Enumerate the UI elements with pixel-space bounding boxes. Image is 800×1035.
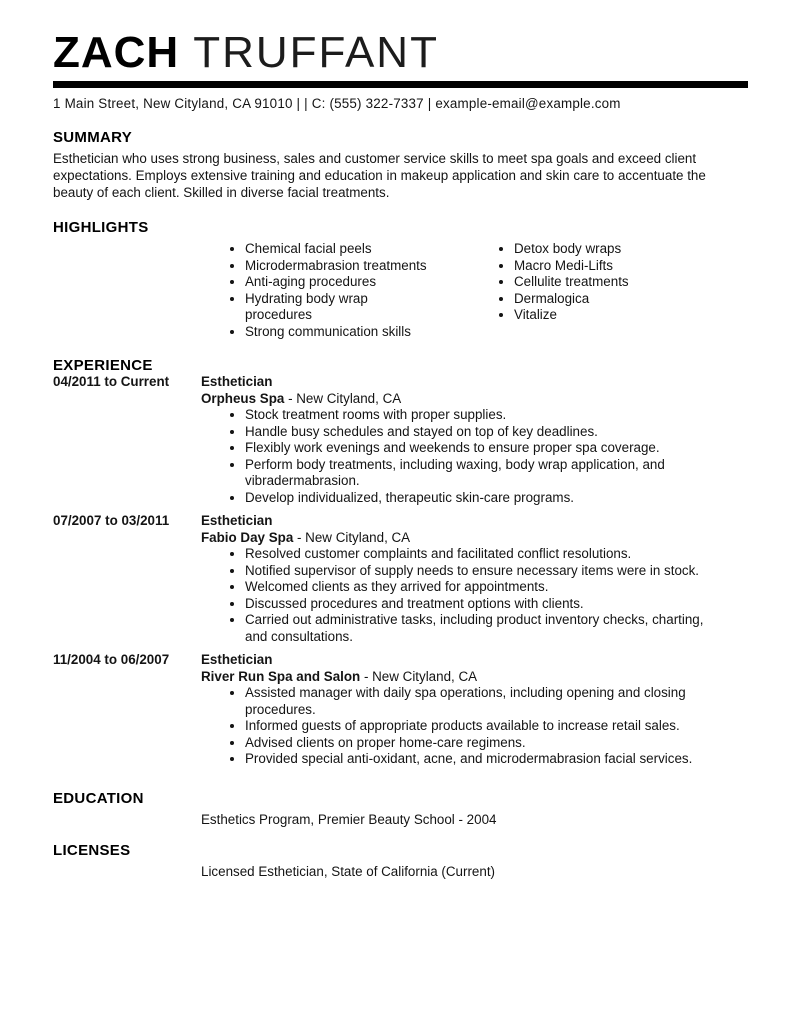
job-body: [201, 374, 748, 506]
highlight-item: • Macro Medi-Lifts: [514, 258, 629, 275]
job-entry: [53, 513, 748, 645]
job-body: [201, 513, 748, 645]
job-company: Fabio Day Spa: [201, 529, 294, 545]
job-bullet: • Resolved customer complaints and facilitated conflict resolutions.: [245, 546, 725, 563]
job-dates: 04/2011 to Current: [53, 374, 170, 389]
licenses-heading: LICENSES: [53, 841, 131, 859]
job-bullet: • Assisted manager with daily spa operations, including opening and closing procedures.: [245, 685, 725, 718]
job-bullet: • Handle busy schedules and stayed on top of key deadlines.: [245, 424, 725, 441]
job-location: - New Cityland, CA: [360, 668, 478, 684]
job-title: Esthetician: [201, 374, 273, 389]
highlight-item: • Chemical facial peels: [245, 241, 435, 258]
job-bullet: • Informed guests of appropriate products available to increase retail sales.: [245, 718, 725, 735]
job-entry: [53, 374, 748, 506]
job-dates: 07/2007 to 03/2011: [53, 513, 170, 528]
job-company: Orpheus Spa: [201, 390, 285, 406]
job-bullet: • Stock treatment rooms with proper supplies.: [245, 407, 725, 424]
job-entry: [53, 652, 748, 768]
education-heading: EDUCATION: [53, 789, 144, 807]
highlight-item: • Hydrating body wrap procedures: [245, 291, 435, 324]
job-dates: 11/2004 to 06/2007: [53, 652, 170, 667]
highlight-item: • Vitalize: [514, 307, 629, 324]
name-last: TRUFFANT: [193, 28, 439, 77]
education-text: Esthetics Program, Premier Beauty School - 2004: [201, 811, 497, 827]
job-company: River Run Spa and Salon: [201, 668, 361, 684]
job-bullet: • Flexibly work evenings and weekends to ensure proper spa coverage.: [245, 440, 725, 457]
job-title: Esthetician: [201, 513, 273, 528]
header-rule: [53, 81, 748, 88]
highlights-column-2: [492, 241, 629, 340]
job-bullet: • Perform body treatments, including waxing, body wrap application, and vibradermabrasion.: [245, 457, 725, 490]
highlight-item: • Strong communication skills: [245, 324, 435, 341]
job-company-line: [201, 391, 748, 408]
experience-heading: EXPERIENCE: [53, 357, 153, 374]
job-title: Esthetician: [201, 652, 273, 667]
licenses-text: Licensed Esthetician, State of California (Current): [201, 863, 495, 879]
contact-line: 1 Main Street, New Cityland, CA 91010 | | C: (555) 322-7337 | example-email@example.com: [53, 96, 621, 111]
job-bullet: • Develop individualized, therapeutic skin-care programs.: [245, 490, 725, 507]
highlights-heading: HIGHLIGHTS: [53, 219, 149, 236]
summary-heading: SUMMARY: [53, 129, 133, 146]
highlight-item: • Microdermabrasion treatments: [245, 258, 435, 275]
name-header: [53, 28, 748, 78]
job-bullet: • Carried out administrative tasks, including product inventory checks, charting, and consultations.: [245, 612, 725, 645]
job-location: - New Cityland, CA: [293, 529, 411, 545]
job-location: - New Cityland, CA: [284, 390, 402, 406]
job-company-line: [201, 669, 748, 686]
summary-text: Esthetician who uses strong business, sales and customer service skills to meet spa goals and exceed client expectations. Employs extensive training and education in makeup application and skin care to accentuate the beauty of each client. Skilled in diverse facial treatments.: [53, 151, 706, 200]
job-company-line: [201, 530, 748, 547]
job-bullet: • Discussed procedures and treatment options with clients.: [245, 596, 725, 613]
highlights-columns: [53, 241, 748, 340]
job-body: [201, 652, 748, 768]
name-first: ZACH: [53, 28, 180, 77]
job-bullet: • Notified supervisor of supply needs to ensure necessary items were in stock.: [245, 563, 725, 580]
job-bullet: • Advised clients on proper home-care regimens.: [245, 735, 725, 752]
job-bullet: • Provided special anti-oxidant, acne, and microdermabrasion facial services.: [245, 751, 725, 768]
highlight-item: • Dermalogica: [514, 291, 629, 308]
highlights-column-1: [223, 241, 435, 340]
highlight-item: • Detox body wraps: [514, 241, 629, 258]
highlight-item: • Anti-aging procedures: [245, 274, 435, 291]
job-bullet: • Welcomed clients as they arrived for appointments.: [245, 579, 725, 596]
highlight-item: • Cellulite treatments: [514, 274, 629, 291]
